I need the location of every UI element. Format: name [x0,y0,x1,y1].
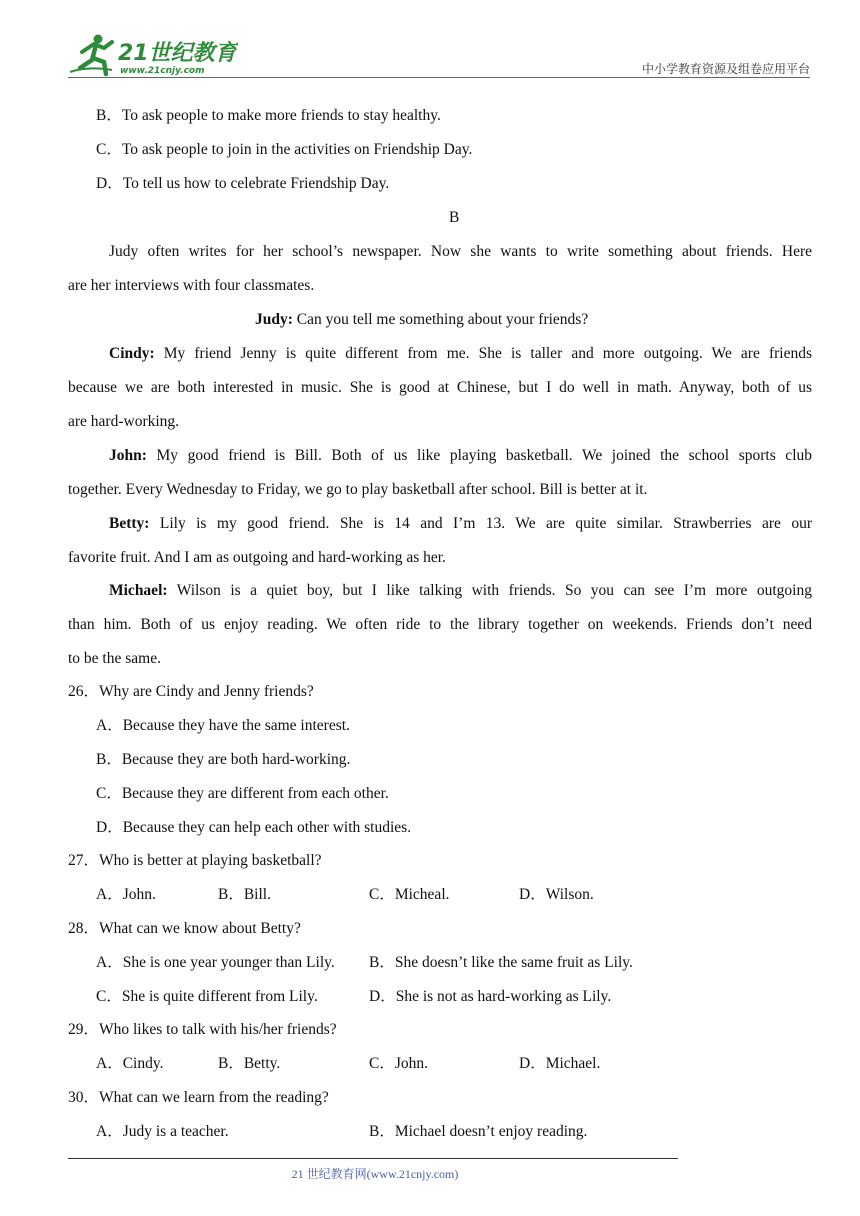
speaker-michael: Michael: [109,582,168,599]
question-27: 27．Who is better at playing basketball? [68,852,322,869]
q26-option-d: D．Because they can help each other with studies. [96,819,412,836]
page-header [68,30,810,78]
site-logo [68,30,238,78]
svg-text:21世纪教育: 21世纪教育 [118,41,237,66]
page-footer [68,1165,810,1182]
question-text: Can you tell me something about your friends? [292,311,589,328]
q26-option-a: A．Because they have the same interest. [96,717,350,734]
interview-question [255,310,588,330]
section-label: B [449,209,460,226]
q26-option-c: C．Because they are different from each other. [96,785,389,802]
john-answer-text: My good friend is Bill. Both of us like playing basketball. We joined the school sports club [146,447,812,464]
q29-option-d: D．Michael. [519,1055,601,1072]
question-29: 29．Who likes to talk with his/her friends? [68,1021,337,1038]
michael-answer-line-1 [109,581,812,601]
q29-option-c: C．John. [369,1055,428,1072]
cindy-answer-line-1 [109,344,812,364]
betty-answer-text: Lily is my good friend. She is 14 and I’m 13. We are quite similar. Strawberries are our [149,515,812,532]
speaker-john: John: [109,447,147,464]
question-30: 30．What can we learn from the reading? [68,1089,329,1106]
option-d-prev: D．To tell us how to celebrate Friendship Day. [96,175,390,192]
intro-line-1: Judy often writes for her school’s newspaper. Now she wants to write something about friends. Here [109,243,812,260]
option-c-prev: C．To ask people to join in the activities on Friendship Day. [96,141,473,158]
q28-option-b: B．She doesn’t like the same fruit as Lily. [369,954,633,971]
question-26: 26．Why are Cindy and Jenny friends? [68,683,314,700]
header-divider [68,77,810,78]
q28-option-d: D．She is not as hard-working as Lily. [369,988,612,1005]
betty-answer-line-2: favorite fruit. And I am as outgoing and hard-working as her. [68,549,446,566]
cindy-answer-line-2: because we are both interested in music. She is good at Chinese, but I do well in math. Anyway, both of us [68,379,812,396]
cindy-answer-text: My friend Jenny is quite different from me. She is taller and more outgoing. We are friends [154,345,812,362]
q29-option-b: B．Betty. [218,1055,281,1072]
q29-option-a: A．Cindy. [96,1055,164,1072]
q27-option-d: D．Wilson. [519,886,594,903]
q27-option-a: A．John. [96,886,156,903]
john-answer-line-2: together. Every Wednesday to Friday, we go to play basketball after school. Bill is better at it. [68,481,648,498]
speaker-cindy: Cindy: [109,345,155,362]
footer-divider [68,1158,678,1159]
question-28: 28．What can we know about Betty? [68,920,301,937]
michael-answer-text: Wilson is a quiet boy, but I like talking with friends. So you can see I’m more outgoing [167,582,812,599]
q30-option-b: B．Michael doesn’t enjoy reading. [369,1123,588,1140]
q28-option-c: C．She is quite different from Lily. [96,988,318,1005]
q27-option-c: C．Micheal. [369,886,450,903]
option-b-prev: B．To ask people to make more friends to stay healthy. [96,107,441,124]
cindy-answer-line-3: are hard-working. [68,413,180,430]
betty-answer-line-1 [109,514,812,534]
speaker-judy: Judy: [255,311,293,328]
q28-option-a: A．She is one year younger than Lily. [96,954,335,971]
john-answer-line-1 [109,446,812,466]
site-name: 中小学教育资源及组卷应用平台 [641,62,810,76]
q26-option-b: B．Because they are both hard-working. [96,751,351,768]
footer-text: 21 世纪教育网(www.21cnjy.com) [291,1167,459,1181]
q27-option-b: B．Bill. [218,886,271,903]
speaker-betty: Betty: [109,515,150,532]
michael-answer-line-3: to be the same. [68,650,161,667]
michael-answer-line-2: than him. Both of us enjoy reading. We often ride to the library together on weekends. Friends don’t need [68,616,812,633]
intro-line-2: are her interviews with four classmates. [68,277,315,294]
q30-option-a: A．Judy is a teacher. [96,1123,229,1140]
svg-text:www.21cnjy.com: www.21cnjy.com [120,66,205,76]
